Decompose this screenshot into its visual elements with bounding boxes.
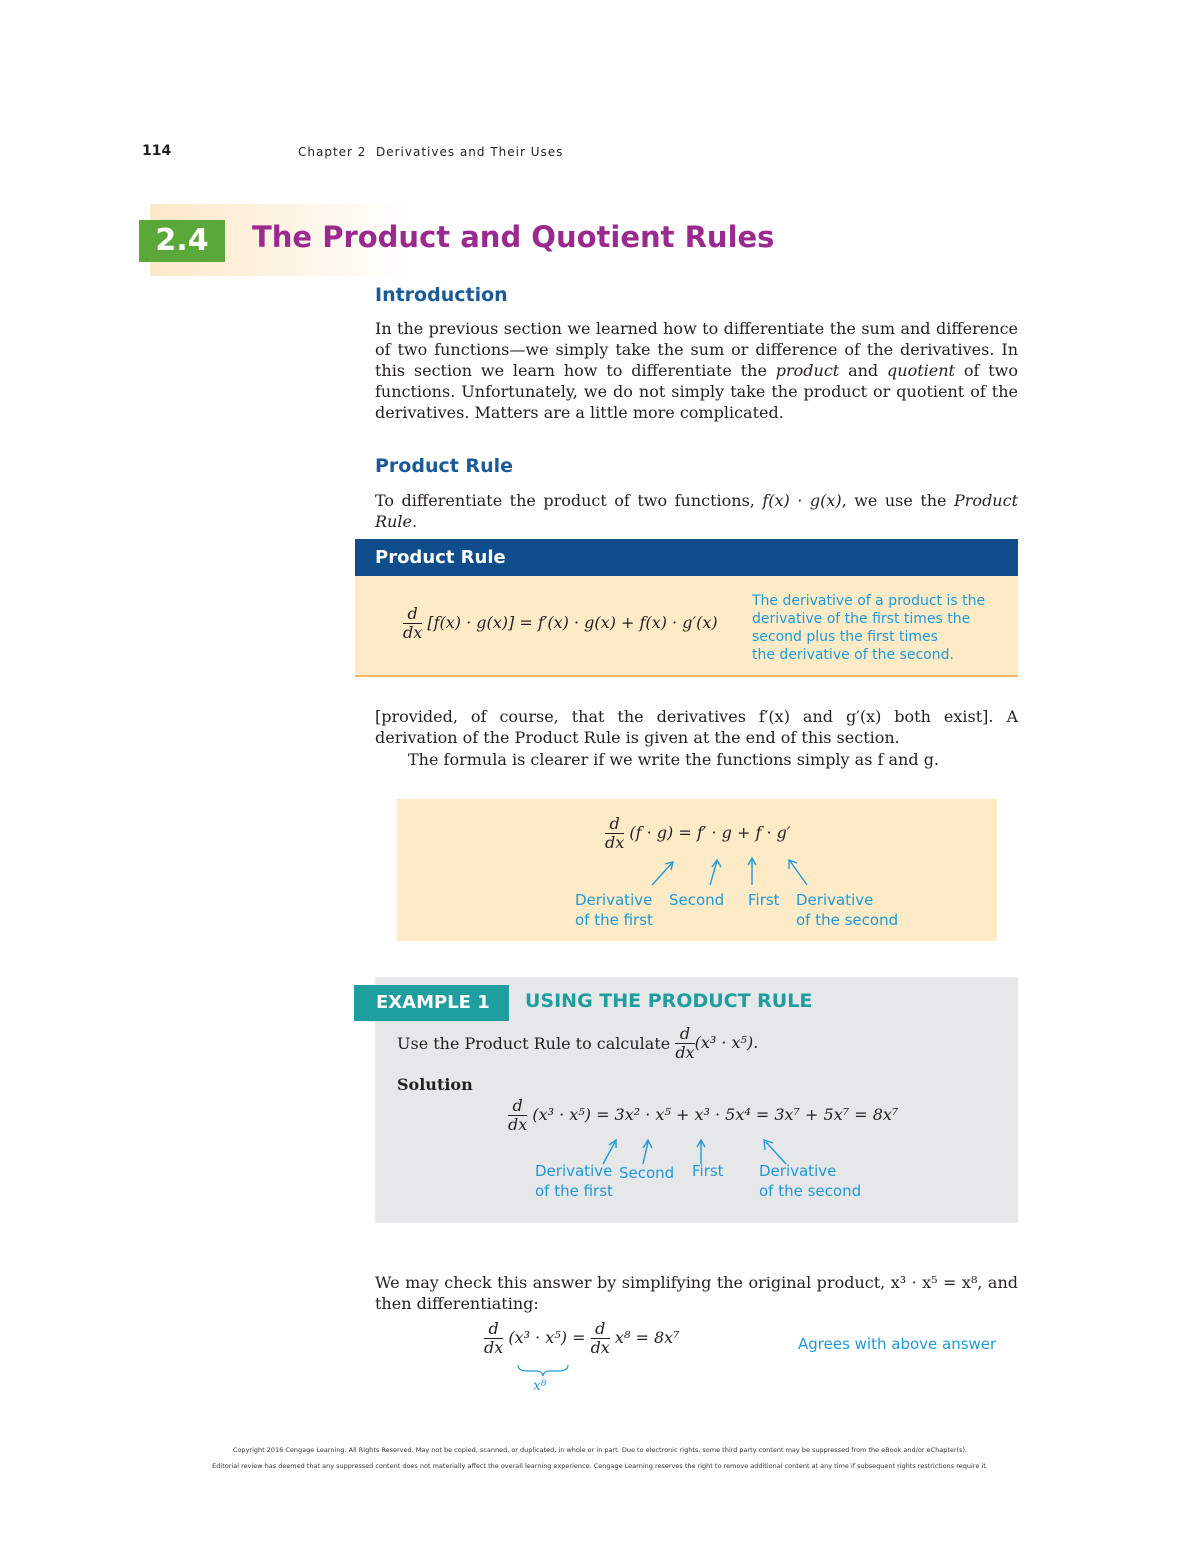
product-rule-formula: $\frac{d}{dx}$ [f(x) · g(x)] = f′(x) · g(x) + f(x) · g′(x)	[403, 604, 718, 642]
short-product-rule-formula: $\frac{d}{dx}$ (f · g) = f′ · g + f · g′	[605, 814, 791, 852]
label-derivative-of-first: Derivative of the first	[535, 1162, 613, 1200]
derivative-operator: $\frac{d}{dx}$	[484, 1319, 504, 1357]
derivation-note-paragraph: [provided, of course, that the derivatives f′(x) and g′(x) both exist]. A derivation of the Product Rule is given at the end of this section.	[375, 707, 1018, 747]
example-solution-formula: $\frac{d}{dx}$ (x³ · x⁵) = 3x² · x⁵ + x³ · 5x⁴ = 3x⁷ + 5x⁷ = 8x⁷	[508, 1096, 899, 1134]
chapter-label: Chapter 2	[298, 145, 367, 159]
clearer-formula-sentence: The formula is clearer if we write the functions simply as f and g.	[408, 750, 940, 769]
page-number: 114	[142, 143, 172, 159]
product-rule-heading: Product Rule	[375, 455, 513, 477]
product-rule-note: The derivative of a product is the derivative of the first times the second plus the first times the derivative of the second.	[752, 593, 986, 663]
short-formula-arrows	[397, 799, 997, 941]
derivative-operator: $\frac{d}{dx}$	[675, 1024, 695, 1062]
section-title: The Product and Quotient Rules	[252, 220, 775, 254]
label-derivative-of-first: Derivative of the first	[575, 891, 653, 929]
underbrace	[515, 1363, 571, 1377]
label-derivative-of-second: Derivative of the second	[796, 891, 899, 929]
label-first: First	[692, 1162, 724, 1180]
agrees-note: Agrees with above answer	[798, 1335, 997, 1353]
section-number-badge: 2.4	[139, 220, 225, 262]
chapter-title: Derivatives and Their Uses	[376, 145, 564, 159]
derivative-operator: $\frac{d}{dx}$	[508, 1096, 528, 1134]
derivative-operator: $\frac{d}{dx}$	[605, 814, 625, 852]
derivative-operator: $\frac{d}{dx}$	[590, 1319, 610, 1357]
check-paragraph: We may check this answer by simplifying the original product, x³ · x⁵ = x⁸, and then differentiating:	[375, 1273, 1018, 1313]
solution-label: Solution	[397, 1075, 473, 1094]
product-rule-intro-paragraph: To differentiate the product of two functions, f(x) · g(x), we use the Product Rule.	[375, 491, 1018, 531]
introduction-heading: Introduction	[375, 284, 508, 306]
copyright-notice: Copyright 2016 Cengage Learning. All Rights Reserved. May not be copied, scanned, or duplicated, in whole or in part. Due to electronic rights, some third party content may be suppressed from the eBook and/or eChapter(s). Editorial review has deemed that any suppressed content does not materially affect the overall learning experience. Cengage Learning reserves the right to remove additional content at any time if subsequent rights restrictions require it.	[212, 1446, 988, 1470]
example-badge: EXAMPLE 1	[354, 985, 509, 1021]
arrow-derivative-first	[652, 863, 672, 885]
label-second: Second	[669, 891, 725, 909]
example-title: USING THE PRODUCT RULE	[525, 990, 813, 1012]
introduction-paragraph: In the previous section we learned how to differentiate the sum and difference of two functions—we simply take the sum or difference of the derivatives. In this section we learn how to differentiate the product and quotient of two functions. Unfortunately, we do not simply take the product or quotient of the derivatives. Matters are a little more complicated.	[375, 319, 1018, 422]
arrow-derivative-second	[790, 861, 807, 885]
product-rule-box-title: Product Rule	[355, 539, 1018, 576]
label-second: Second	[619, 1164, 675, 1182]
check-formula: $\frac{d}{dx}$ (x³ · x⁵) = $\frac{d}{dx}$ x⁸ = 8x⁷	[484, 1319, 680, 1357]
label-first: First	[748, 891, 780, 909]
underbrace-label: x⁸	[533, 1378, 547, 1394]
derivative-operator: $\frac{d}{dx}$	[403, 604, 423, 642]
example-prompt: Use the Product Rule to calculate $\frac{d}{dx}$ (x³ · x⁵).	[397, 1024, 759, 1062]
label-derivative-of-second: Derivative of the second	[759, 1162, 862, 1200]
